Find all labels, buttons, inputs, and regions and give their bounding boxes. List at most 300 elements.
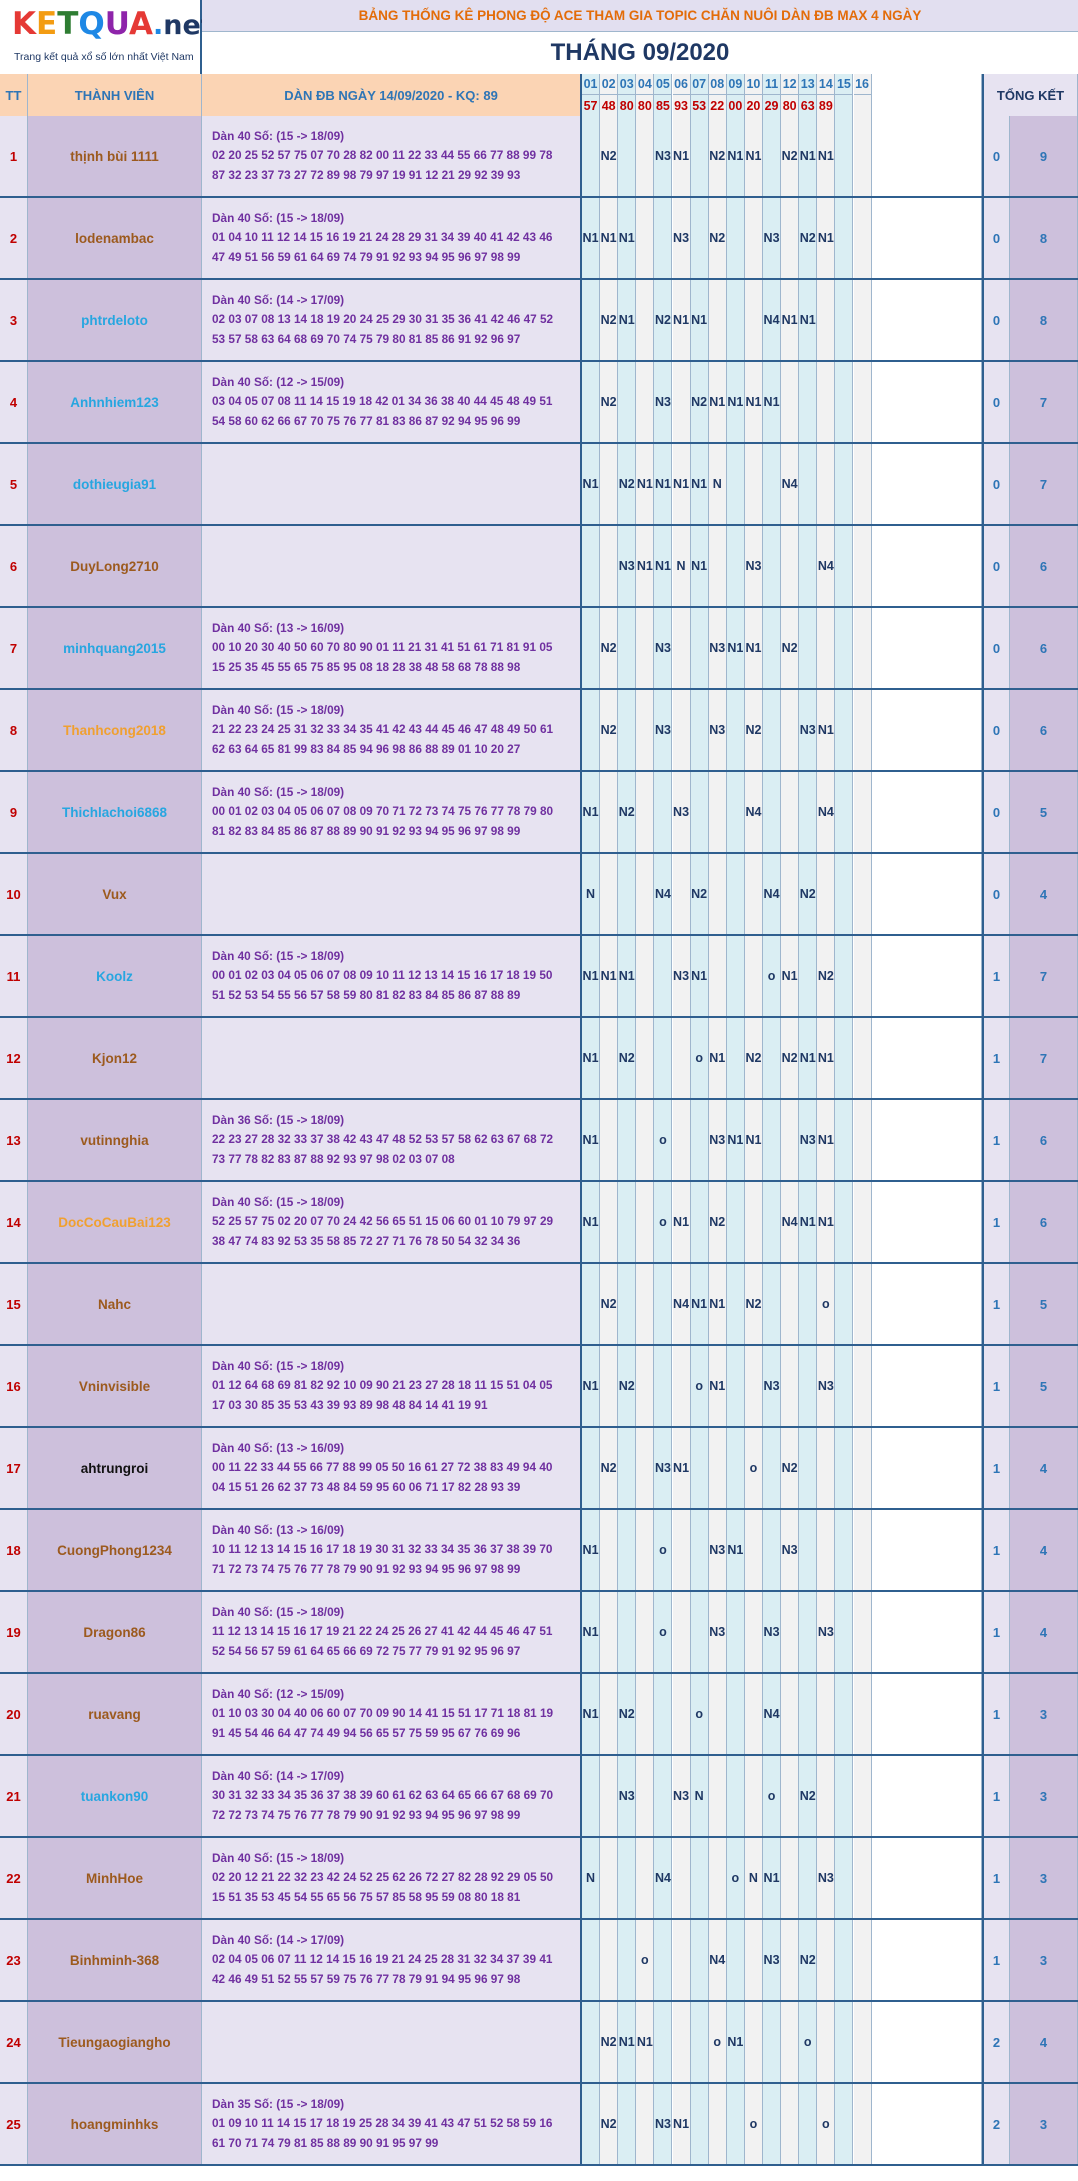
day-mark (582, 526, 600, 606)
member-name[interactable]: DuyLong2710 (28, 526, 202, 606)
day-mark: N3 (763, 1920, 781, 2000)
member-dan-list (202, 936, 582, 1016)
dan-text (212, 783, 553, 842)
day-mark: N (582, 854, 600, 934)
day-mark (817, 280, 835, 360)
day-mark: N3 (763, 1592, 781, 1672)
day-mark: N4 (763, 280, 781, 360)
month-title: THÁNG 09/2020 (202, 32, 1078, 74)
day-result-header (835, 95, 853, 116)
summary-total: 7 (1010, 1018, 1078, 1098)
dan-text (212, 1603, 552, 1662)
dan-numbers-line: 15 51 35 53 45 54 55 65 56 75 57 85 58 95 59 08 80 18 81 (212, 1889, 521, 1904)
day-mark (835, 1756, 853, 1836)
day-mark (854, 936, 872, 1016)
dan-numbers-line: 00 10 20 30 40 50 60 70 80 90 01 11 21 31 41 51 61 71 81 91 05 (212, 640, 553, 655)
day-mark (727, 1428, 745, 1508)
dan-numbers-line: 61 70 71 74 79 81 85 88 89 90 91 95 97 99 (212, 2135, 439, 2150)
table-row (0, 608, 1078, 690)
day-mark (709, 772, 727, 852)
dan-numbers-line: 00 01 02 03 04 05 06 07 08 09 10 11 12 13 14 15 16 17 18 19 50 (212, 968, 553, 983)
day-mark: N (691, 1756, 709, 1836)
day-number-header: 14 (817, 74, 835, 95)
member-name[interactable]: minhquang2015 (28, 608, 202, 688)
day-mark: o (709, 2002, 727, 2082)
day-mark (799, 2084, 817, 2164)
day-mark (618, 1510, 636, 1590)
member-name[interactable]: Thanhcong2018 (28, 690, 202, 770)
row-number: 14 (0, 1182, 28, 1262)
dan-numbers-line: 10 11 12 13 14 15 16 17 18 19 30 31 32 33 34 35 36 37 38 39 70 (212, 1542, 553, 1557)
day-mark (854, 280, 872, 360)
day-result-header: 63 (799, 95, 817, 116)
day-number-header: 16 (854, 74, 872, 95)
summary-hit-count: 0 (982, 526, 1010, 606)
dan-numbers-line: 51 52 53 54 55 56 57 58 59 80 81 82 83 84 85 86 87 88 89 (212, 987, 521, 1002)
dan-numbers-line (212, 884, 215, 904)
day-mark: N2 (709, 1182, 727, 1262)
day-number-header: 02 (600, 74, 618, 95)
day-mark (600, 1674, 618, 1754)
member-name[interactable]: Koolz (28, 936, 202, 1016)
day-mark (763, 690, 781, 770)
member-name[interactable]: hoangminhks (28, 2084, 202, 2164)
table-row (0, 1182, 1078, 1264)
day-mark (618, 1920, 636, 2000)
day-mark: N1 (582, 1182, 600, 1262)
dan-heading: Dàn 40 Số: (15 -> 18/09) (212, 210, 345, 225)
summary-total: 6 (1010, 1100, 1078, 1180)
header-desc: DÀN ĐB NGÀY 14/09/2020 - KQ: 89 (202, 74, 582, 116)
row-number: 1 (0, 116, 28, 196)
day-mark (799, 936, 817, 1016)
day-mark (835, 2002, 853, 2082)
day-mark: N3 (654, 362, 672, 442)
day-mark: N2 (817, 936, 835, 1016)
day-mark (763, 772, 781, 852)
day-mark: N1 (709, 1018, 727, 1098)
day-mark: N4 (781, 444, 799, 524)
day-mark (673, 1100, 691, 1180)
table-row (0, 362, 1078, 444)
day-mark (618, 1264, 636, 1344)
day-number-header: 13 (799, 74, 817, 95)
day-mark (854, 1756, 872, 1836)
dan-numbers-line: 62 63 64 65 81 99 83 84 85 94 96 98 86 88 89 01 10 20 27 (212, 741, 521, 756)
day-mark: o (817, 2084, 835, 2164)
summary-total: 4 (1010, 854, 1078, 934)
day-mark (691, 1592, 709, 1672)
day-mark (835, 2084, 853, 2164)
member-dan-list (202, 608, 582, 688)
dan-text (212, 2095, 552, 2154)
day-mark: N3 (817, 1838, 835, 1918)
day-mark: N1 (727, 608, 745, 688)
table-row (0, 690, 1078, 772)
day-mark (727, 772, 745, 852)
member-name[interactable]: Binhminh-368 (28, 1920, 202, 2000)
dan-text (212, 947, 552, 1006)
day-mark (600, 1510, 618, 1590)
day-mark: N4 (781, 1182, 799, 1262)
day-mark: o (691, 1346, 709, 1426)
row-spacer (872, 1674, 982, 1754)
summary-hit-count: 0 (982, 362, 1010, 442)
day-mark (854, 854, 872, 934)
day-mark (835, 280, 853, 360)
dan-numbers-line: 00 11 22 33 44 55 66 77 88 99 05 50 16 61 27 72 38 83 49 94 40 (212, 1460, 553, 1475)
day-mark: N1 (709, 362, 727, 442)
day-mark (745, 1592, 763, 1672)
row-spacer (872, 1100, 982, 1180)
day-mark: N2 (799, 198, 817, 278)
summary-total: 4 (1010, 1592, 1078, 1672)
dan-numbers-line: 01 12 64 68 69 81 82 92 10 09 90 21 23 27 28 18 11 15 51 04 05 (212, 1378, 553, 1393)
dan-numbers-line: 72 72 73 74 75 76 77 78 79 90 91 92 93 94 95 96 97 98 99 (212, 1807, 521, 1822)
day-mark: N3 (799, 690, 817, 770)
day-mark: N1 (781, 280, 799, 360)
day-mark (799, 1838, 817, 1918)
day-mark (636, 1674, 654, 1754)
row-spacer (872, 2084, 982, 2164)
row-number: 23 (0, 1920, 28, 2000)
day-mark: N1 (745, 362, 763, 442)
day-mark (673, 854, 691, 934)
day-mark (691, 198, 709, 278)
day-mark: N3 (673, 1756, 691, 1836)
day-mark (600, 1182, 618, 1262)
day-mark: N2 (618, 1346, 636, 1426)
dan-numbers-line: 87 32 23 37 73 27 72 89 98 79 97 19 91 12 21 29 92 39 93 (212, 167, 521, 182)
header-tt: TT (0, 74, 28, 116)
dan-numbers-line (212, 1048, 215, 1068)
member-name[interactable]: vutinnghia (28, 1100, 202, 1180)
day-mark (727, 854, 745, 934)
day-mark (745, 1756, 763, 1836)
member-dan-list (202, 526, 582, 606)
summary-total: 7 (1010, 362, 1078, 442)
member-dan-list (202, 1838, 582, 1918)
day-mark (799, 1674, 817, 1754)
day-mark (582, 2002, 600, 2082)
day-mark: o (691, 1674, 709, 1754)
day-mark: o (745, 1428, 763, 1508)
day-mark (673, 2002, 691, 2082)
day-result-header: 20 (745, 95, 763, 116)
day-mark: N2 (618, 1674, 636, 1754)
summary-hit-count: 0 (982, 444, 1010, 524)
day-mark (636, 1100, 654, 1180)
summary-hit-count: 2 (982, 2084, 1010, 2164)
member-name[interactable]: Kjon12 (28, 1018, 202, 1098)
day-mark (691, 1838, 709, 1918)
member-name[interactable]: Tieungaogiangho (28, 2002, 202, 2082)
site-logo[interactable] (0, 0, 202, 74)
dan-numbers-line: 17 03 30 85 35 53 43 39 93 89 98 48 84 14 41 19 91 (212, 1397, 488, 1412)
day-mark (654, 936, 672, 1016)
day-mark (745, 444, 763, 524)
day-mark (781, 198, 799, 278)
day-mark (763, 2084, 781, 2164)
row-spacer (872, 1510, 982, 1590)
day-mark: N1 (618, 280, 636, 360)
day-mark (673, 1018, 691, 1098)
summary-hit-count: 1 (982, 1920, 1010, 2000)
day-mark (636, 1756, 654, 1836)
day-mark: N1 (618, 936, 636, 1016)
dan-numbers-line: 00 01 02 03 04 05 06 07 08 09 70 71 72 73 74 75 76 77 78 79 80 (212, 804, 554, 819)
member-name[interactable]: tuankon90 (28, 1756, 202, 1836)
day-mark: N1 (781, 936, 799, 1016)
day-number-header: 12 (781, 74, 799, 95)
day-mark (654, 1756, 672, 1836)
day-mark: N2 (600, 116, 618, 196)
day-mark: N1 (636, 444, 654, 524)
day-mark (854, 1510, 872, 1590)
day-mark: N1 (582, 1100, 600, 1180)
member-name[interactable]: Vninvisible (28, 1346, 202, 1426)
day-mark (727, 690, 745, 770)
member-name[interactable]: ahtrungroi (28, 1428, 202, 1508)
row-number: 2 (0, 198, 28, 278)
day-mark: N2 (600, 280, 618, 360)
member-dan-list (202, 690, 582, 770)
day-mark (799, 1264, 817, 1344)
summary-hit-count: 1 (982, 1428, 1010, 1508)
day-mark (727, 1920, 745, 2000)
day-result-header: 57 (582, 95, 600, 116)
row-number: 9 (0, 772, 28, 852)
member-name[interactable]: lodenambac (28, 198, 202, 278)
member-name[interactable]: MinhHoe (28, 1838, 202, 1918)
member-dan-list (202, 854, 582, 934)
day-mark: N2 (709, 116, 727, 196)
day-mark (582, 608, 600, 688)
day-mark (636, 116, 654, 196)
day-mark (636, 1018, 654, 1098)
day-mark (600, 526, 618, 606)
member-name[interactable]: Anhnhiem123 (28, 362, 202, 442)
dan-heading (212, 537, 215, 557)
member-dan-list (202, 1100, 582, 1180)
day-mark (799, 1428, 817, 1508)
day-mark: N1 (727, 362, 745, 442)
row-spacer (872, 1920, 982, 2000)
day-mark (835, 936, 853, 1016)
table-row (0, 1674, 1078, 1756)
day-result-header: 89 (817, 95, 835, 116)
day-mark (618, 1182, 636, 1262)
day-mark (636, 854, 654, 934)
dan-text (212, 1111, 553, 1170)
member-name[interactable]: thịnh bùi 1111 (28, 116, 202, 196)
dan-numbers-line: 30 31 32 33 34 35 36 37 38 39 60 61 62 63 64 65 66 67 68 69 70 (212, 1788, 554, 1803)
day-mark (654, 1920, 672, 2000)
day-mark: N3 (799, 1100, 817, 1180)
dan-numbers-line: 15 25 35 45 55 65 75 85 95 08 18 28 38 48 58 68 78 88 98 (212, 659, 521, 674)
dan-numbers-line: 01 10 03 30 04 40 06 60 07 70 09 90 14 41 15 51 17 71 18 81 19 (212, 1706, 554, 1721)
day-mark: N1 (673, 280, 691, 360)
day-mark (654, 2002, 672, 2082)
dan-numbers-line: 42 46 49 51 52 55 57 59 75 76 77 78 79 91 94 95 96 97 98 (212, 1971, 521, 1986)
day-mark (763, 1264, 781, 1344)
sheet-title: BẢNG THỐNG KÊ PHONG ĐỘ ACE THAM GIA TOPIC CHĂN NUÔI DÀN ĐB MAX 4 NGÀY (202, 0, 1078, 32)
day-mark (854, 1182, 872, 1262)
day-mark (817, 444, 835, 524)
row-number: 16 (0, 1346, 28, 1426)
day-mark: N1 (582, 444, 600, 524)
day-mark: N3 (618, 1756, 636, 1836)
dan-numbers-line (212, 1068, 215, 1088)
day-mark: N1 (654, 526, 672, 606)
day-mark (854, 1264, 872, 1344)
table-row (0, 1018, 1078, 1100)
row-number: 13 (0, 1100, 28, 1180)
day-mark: N1 (745, 116, 763, 196)
member-name[interactable]: ruavang (28, 1674, 202, 1754)
day-mark: N (673, 526, 691, 606)
dan-text (212, 1275, 215, 1334)
day-mark: N3 (709, 690, 727, 770)
day-mark (835, 1346, 853, 1426)
day-number-header: 08 (709, 74, 727, 95)
dan-text (212, 2013, 215, 2072)
dan-text (212, 1357, 552, 1416)
dan-heading: Dàn 40 Số: (15 -> 18/09) (212, 1850, 345, 1865)
summary-hit-count: 1 (982, 1100, 1010, 1180)
day-mark: N1 (691, 444, 709, 524)
summary-hit-count: 2 (982, 2002, 1010, 2082)
day-mark (781, 1756, 799, 1836)
day-mark (835, 362, 853, 442)
day-mark (763, 1428, 781, 1508)
day-mark: N4 (654, 854, 672, 934)
day-mark (727, 1182, 745, 1262)
dan-text (212, 1767, 553, 1826)
day-mark (854, 772, 872, 852)
table-row (0, 1346, 1078, 1428)
day-mark (691, 1510, 709, 1590)
day-mark (854, 1920, 872, 2000)
summary-hit-count: 1 (982, 1018, 1010, 1098)
day-mark: N4 (654, 1838, 672, 1918)
day-mark (600, 1346, 618, 1426)
dan-text (212, 1685, 553, 1744)
day-mark (763, 444, 781, 524)
member-name[interactable]: Nahc (28, 1264, 202, 1344)
dan-heading (212, 1029, 215, 1049)
day-mark: N3 (817, 1346, 835, 1426)
summary-hit-count: 0 (982, 690, 1010, 770)
row-number: 3 (0, 280, 28, 360)
day-mark: N (745, 1838, 763, 1918)
table-row (0, 526, 1078, 608)
day-number-header: 01 (582, 74, 600, 95)
dan-numbers-line: 22 23 27 28 32 33 37 38 42 43 47 48 52 53 57 58 62 63 67 68 72 (212, 1132, 554, 1147)
member-name[interactable]: phtrdeloto (28, 280, 202, 360)
day-mark: N1 (582, 772, 600, 852)
member-name[interactable]: Thichlachoi6868 (28, 772, 202, 852)
day-mark: N1 (673, 444, 691, 524)
day-mark (691, 116, 709, 196)
dan-numbers-line: 01 04 10 11 12 14 15 16 19 21 24 28 29 31 34 39 40 41 42 43 46 (212, 230, 553, 245)
day-mark (799, 772, 817, 852)
table-row (0, 1920, 1078, 2002)
table-row (0, 1510, 1078, 1592)
day-mark (709, 1428, 727, 1508)
day-mark: o (654, 1510, 672, 1590)
dan-heading: Dàn 40 Số: (15 -> 18/09) (212, 1194, 345, 1209)
day-mark (763, 526, 781, 606)
dan-numbers-line: 03 04 05 07 08 11 14 15 19 18 42 01 34 36 38 40 44 45 48 49 51 (212, 394, 553, 409)
dan-heading: Dàn 40 Số: (15 -> 18/09) (212, 702, 345, 717)
day-result-header: 80 (781, 95, 799, 116)
day-mark: N4 (817, 526, 835, 606)
summary-total: 4 (1010, 2002, 1078, 2082)
dan-heading: Dàn 40 Số: (14 -> 17/09) (212, 1932, 345, 1947)
row-number: 21 (0, 1756, 28, 1836)
day-mark: N2 (781, 1428, 799, 1508)
table-row (0, 444, 1078, 526)
day-mark: N3 (763, 1346, 781, 1426)
day-mark: o (654, 1100, 672, 1180)
member-name[interactable]: CuongPhong1234 (28, 1510, 202, 1590)
day-mark (799, 444, 817, 524)
day-mark (817, 608, 835, 688)
day-mark (763, 608, 781, 688)
day-mark (781, 854, 799, 934)
day-mark (654, 198, 672, 278)
day-mark (745, 1920, 763, 2000)
day-mark: N3 (654, 2084, 672, 2164)
day-mark (600, 1920, 618, 2000)
day-mark (618, 362, 636, 442)
day-mark (709, 2084, 727, 2164)
day-mark: N3 (673, 198, 691, 278)
day-mark: N4 (763, 1674, 781, 1754)
day-mark (781, 526, 799, 606)
member-name[interactable]: dothieugia91 (28, 444, 202, 524)
row-number: 15 (0, 1264, 28, 1344)
day-mark: N1 (817, 690, 835, 770)
day-mark: N1 (582, 936, 600, 1016)
day-mark (727, 1674, 745, 1754)
day-mark (636, 1592, 654, 1672)
summary-total: 3 (1010, 1756, 1078, 1836)
row-number: 8 (0, 690, 28, 770)
row-spacer (872, 1182, 982, 1262)
day-mark: N2 (691, 854, 709, 934)
day-mark: N2 (600, 690, 618, 770)
day-mark: N (582, 1838, 600, 1918)
day-mark (763, 116, 781, 196)
day-mark (835, 1920, 853, 2000)
member-name[interactable]: Vux (28, 854, 202, 934)
day-mark: o (763, 936, 781, 1016)
row-spacer (872, 116, 982, 196)
dan-heading: Dàn 36 Số: (15 -> 18/09) (212, 1112, 345, 1127)
member-name[interactable]: DocCoCauBai123 (28, 1182, 202, 1262)
day-mark (636, 1510, 654, 1590)
member-name[interactable]: Dragon86 (28, 1592, 202, 1672)
day-result-header: 29 (763, 95, 781, 116)
day-mark (691, 1428, 709, 1508)
day-mark (854, 198, 872, 278)
day-mark (835, 608, 853, 688)
day-mark (835, 116, 853, 196)
day-mark (582, 116, 600, 196)
row-spacer (872, 1264, 982, 1344)
